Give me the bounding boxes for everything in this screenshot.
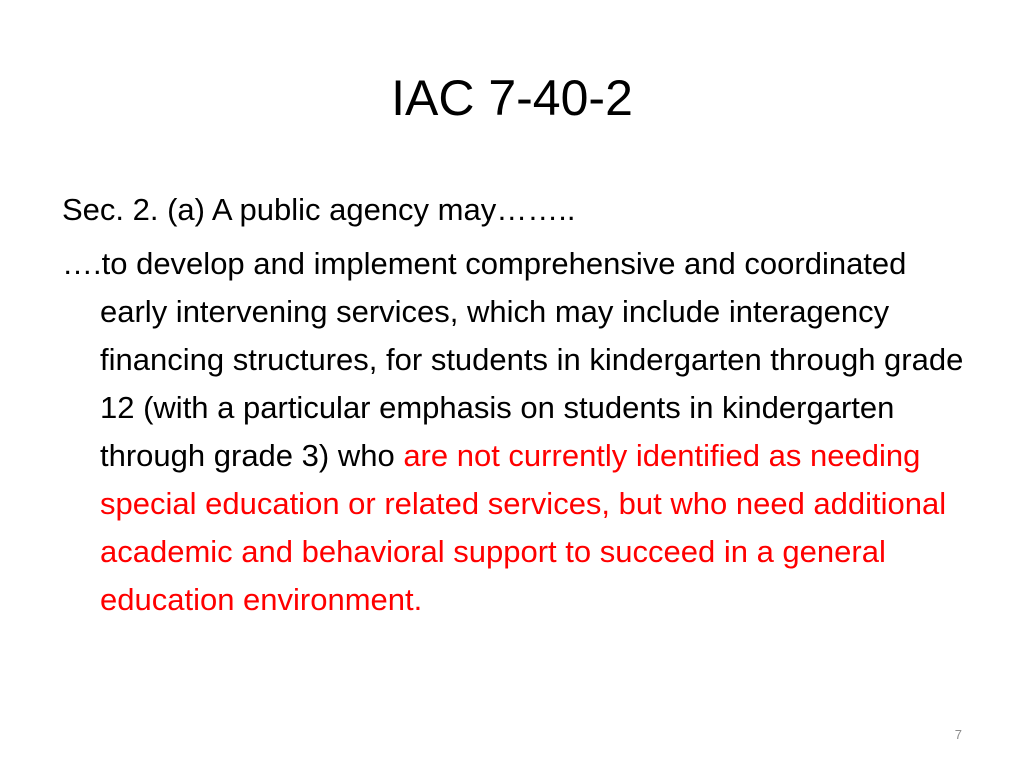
slide-body	[62, 186, 967, 630]
slide-number: 7	[954, 727, 962, 742]
section-text-highlight: are not currently identified as needing special education or related services, but who need additional academic and behavioral support to succeed in a general education environment.	[100, 438, 947, 617]
section-intro: Sec. 2. (a) A public agency may……..	[62, 192, 576, 227]
section-text-plain: ….to develop and implement comprehensive and coordinated early intervening services, which may include interagency financing structures, for students in kindergarten through grade 12 (with a particular emphasis on students in kindergarten through grade 3) who	[62, 246, 964, 473]
slide-title: IAC 7-40-2	[391, 70, 633, 126]
section-text	[62, 240, 967, 624]
